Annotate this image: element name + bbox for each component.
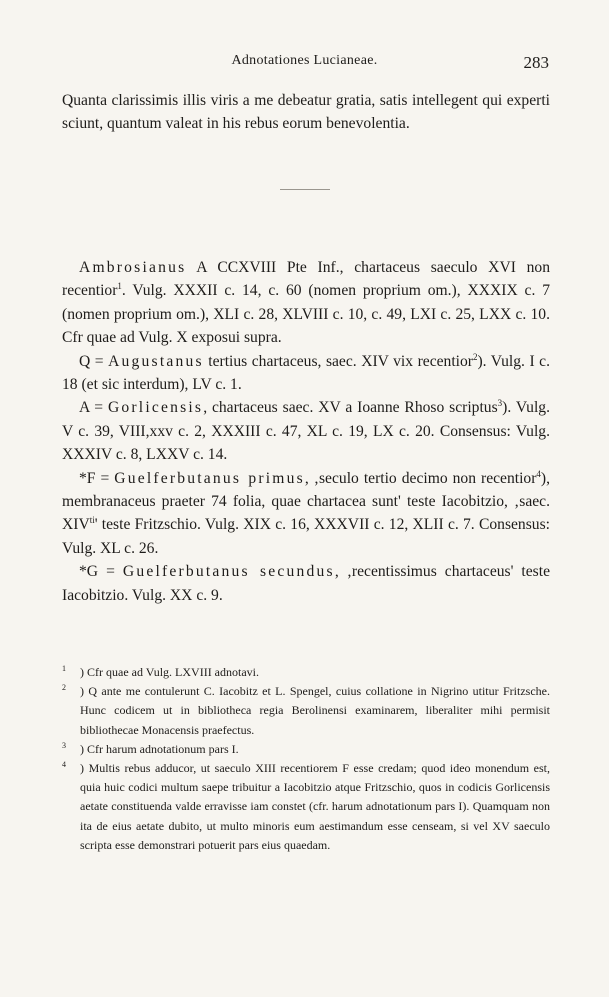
siglum-name: Gorlicensis <box>107 399 204 417</box>
siglum-name: Guelferbutanus primus <box>114 469 305 487</box>
footnote-mark: 4 <box>62 760 66 770</box>
footnotes <box>62 663 550 855</box>
footnote-text: ) Q ante me contulerunt C. Iacobitz et L. Spengel, cuius collatione in Nigrino utitur Fritzsche. Hunc codicem ut in bibliotheca regia Berolinensi examinarem, liberaliter mihi permisit bibliothecae Monacensis praefectus. <box>80 684 550 737</box>
witness-entry-guelferbutanus-primus: *F = Guelferbutanus primus, ‚seculo tertio decimo non recentior$^4$), membranaceus praeter 74 folia, quae chartacea sunt' teste Iacobitzio, ‚saec. $XIV^{ti}'$ teste Fritzschio. Vulg. XIX c. 16, XXXVII c. 12, XLII c. 7. Consensus: Vulg. XL c. 26. <box>62 468 551 557</box>
footnote-text: ) Cfr quae ad Vulg. LXVIII adnotavi. <box>80 665 260 679</box>
footnote-mark: 1 <box>62 664 66 673</box>
footnote-text: ) Multis rebus adducor, ut saeculo XIII recentiorem F esse credam; quod ideo monendum est, quia huic codici multum saepe tribuitur a Iacobitzio atque Fritzschio, quos in codicis Gorlicensis aetate constituenda valde erravisse iam constet (cfr. harum adnotationum pars I). Quamquam non ita de eius aetate dubito, ut multo minoris eum aestimandum esse censeam, si vel XV saeculo scripta esse demonstrari potuerit pars eius quaedam. <box>80 761 550 852</box>
running-header <box>60 53 549 75</box>
witness-entry-guelferbutanus-secundus: *G = Guelferbutanus secundus, ‚recentissimus chartaceus' teste Iacobitzio. Vulg. XX c. 9. <box>62 563 551 604</box>
siglum-name: Ambrosianus <box>79 259 187 276</box>
footnote <box>62 682 550 740</box>
siglum-name: Guelferbutanus secundus <box>122 563 335 581</box>
footnote-mark: 3 <box>62 740 66 750</box>
intro-text: Quanta clarissimis illis viris a me debeatur gratia, satis intellegent qui experti sciunt, quantum valeat in his rebus eorum benevolentia. <box>62 92 550 133</box>
footnote-text: ) Cfr harum adnotationum pars I. <box>80 741 239 756</box>
footnote-mark: 2 <box>62 683 66 693</box>
intro-paragraph <box>62 89 550 136</box>
footnote-ref: 3 <box>497 398 503 409</box>
footnote-ref: 1 <box>117 281 122 292</box>
footnote <box>62 740 550 759</box>
footnote-ref: 4 <box>536 468 541 479</box>
witness-entry-augustanus: Q = Augustanus tertius chartaceus, saec. XIV vix recentior$^2$). Vulg. I c. 18 (et sic interdum), LV c. 1. <box>62 351 550 394</box>
witness-entry-ambrosianus: Ambrosianus A CCXVIII Pte Inf., chartaceus saeculo XVI non recentior$^1$. Vulg. XXXII c. 14, c. 60 (nomen proprium om.), XXXIX c. 7 (nomen proprium om.), XLI c. 28, XLVIII c. 10, c. 49, LXI c. 25, LXX c. 10. Cfr quae ad Vulg. X exposui supra. <box>62 259 550 347</box>
footnote-ref: 2 <box>472 351 478 362</box>
running-title: Adnotationes Lucianeae. <box>231 53 378 68</box>
footnote <box>62 663 550 682</box>
footnote <box>62 759 550 855</box>
page-number: 283 <box>523 53 549 72</box>
witness-list <box>62 256 550 607</box>
witness-entry-gorlicensis: A = Gorlicensis, chartaceus saec. XV a Ioanne Rhoso scriptus$^3$). Vulg. V c. 39, VIII,xxv c. 2, XXXIII c. 47, XL c. 19, LX c. 20. Consensus: Vulg. XXXIV c. 8, LXXV c. 14. <box>62 398 551 464</box>
section-divider <box>280 189 330 190</box>
superscript-ti: ti <box>89 515 95 526</box>
siglum-name: Augustanus <box>108 352 204 370</box>
